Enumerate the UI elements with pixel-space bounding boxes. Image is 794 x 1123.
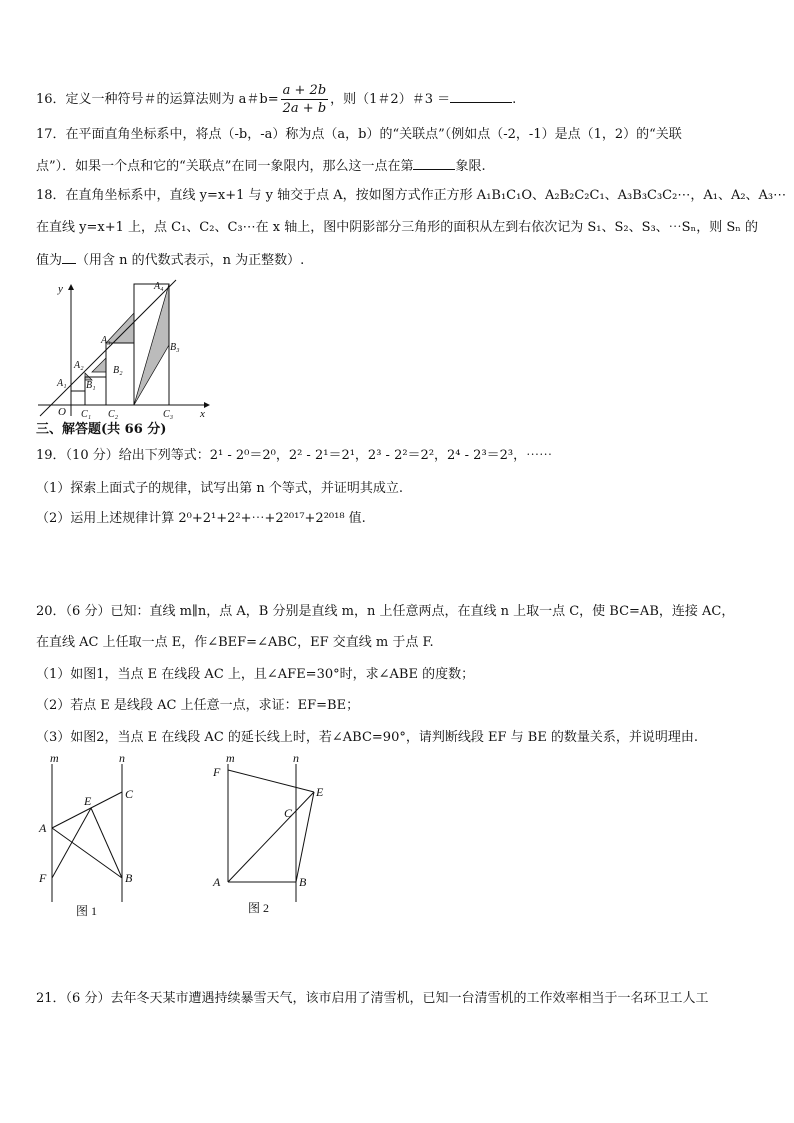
fig2-label-A: A (213, 875, 221, 889)
fig1-label-m: m (50, 751, 59, 765)
label-C2: C₂ (108, 409, 119, 420)
fig2-segment-EB (296, 792, 314, 882)
q16-fraction-numerator: a + 2b (282, 83, 327, 98)
q17-line-1: 17．在平面直角坐标系中，将点（-b，-a）称为点（a，b）的“关联点”（例如点（-2，-1）是点（1，2）的“关联 (36, 127, 682, 142)
q20-line-5: （3）如图2，当点 E 在线段 AC 的延长线上时，若∠ABC=90°，请判断线段 EF 与 BE 的数量关系，并说明理由. (36, 730, 699, 745)
square-1 (71, 391, 85, 405)
fig1-label-B: B (125, 871, 133, 885)
q19-line-2: （1）探索上面式子的规律，试写出第 n 个等式，并证明其成立. (36, 481, 404, 496)
q17-line-2b: 象限. (455, 159, 486, 174)
q20-line-4: （2）若点 E 是线段 AC 上任意一点，求证：EF=BE； (36, 698, 360, 713)
fig2-label-F: F (213, 765, 221, 779)
q20-line-1: 20．（6 分）已知：直线 m∥n，点 A，B 分别是直线 m，n 上任意两点，在直线 n 上取一点 C，使 BC=AB，连接 AC， (36, 604, 735, 619)
q16-answer-blank (450, 90, 512, 103)
q20-figure-2 (208, 752, 338, 922)
fig2-label-m: m (226, 751, 235, 765)
fig2-segment-FE (228, 770, 314, 792)
fig2-label-B: B (299, 875, 307, 889)
shaded-triangle-s2 (92, 358, 106, 372)
fig2-caption: 图 2 (248, 901, 270, 915)
fig2-label-C: C (284, 806, 293, 820)
question-16 (36, 82, 516, 117)
label-y: y (58, 283, 63, 295)
q18-line-3a: 值为 (36, 253, 63, 268)
label-B2: B₂ (113, 365, 123, 376)
fig1-label-C: C (125, 787, 134, 801)
q16-text-2: ，则（1＃2）＃3 ＝ (330, 92, 451, 107)
q21-line-1: 21．（6 分）去年冬天某市遭遇持续暴雪天气，该市启用了清雪机，已知一台清雪机的工作效率相当于一名环卫工人工 (36, 991, 709, 1006)
shaded-triangle-s4 (134, 284, 169, 405)
label-C3: C₃ (163, 409, 174, 420)
q16-fraction-denominator: 2a + b (282, 101, 327, 116)
x-axis-arrow (204, 402, 210, 408)
fig1-label-F: F (39, 871, 47, 885)
y-axis-arrow (68, 284, 74, 290)
q18-figure (36, 278, 216, 418)
q19-line-3: （2）运用上述规律计算 2⁰+2¹+2²+⋯+2²⁰¹⁷+2²⁰¹⁸ 值. (36, 511, 366, 526)
label-O: O (58, 406, 66, 418)
q20-line-3: （1）如图1，当点 E 在线段 AC 上，且∠AFE=30°时，求∠ABE 的度数； (36, 667, 475, 682)
q18-answer-blank (62, 251, 76, 264)
fig2-label-n: n (293, 751, 299, 765)
label-x: x (200, 408, 205, 420)
label-A3: A₃ (101, 335, 111, 346)
label-B1: B₁ (86, 380, 96, 391)
section-3-title: 三、解答题(共 66 分) (36, 422, 167, 437)
q18-line-3 (36, 251, 304, 269)
q16-end: . (512, 92, 517, 107)
q17-line-2a: 点”）．如果一个点和它的“关联点”在同一象限内，那么这一点在第 (36, 159, 414, 174)
label-A4: A₄ (154, 281, 164, 292)
fig1-caption: 图 1 (76, 904, 98, 918)
label-A1: A₁ (57, 378, 67, 389)
fig1-segment-AB (52, 828, 122, 878)
q18-line-1: 18．在直角坐标系中，直线 y=x+1 与 y 轴交于点 A，按如图方式作正方形 A₁B₁C₁O、A₂B₂C₂C₁、A₃B₃C₃C₂⋯，A₁、A₂、A₃⋯ (36, 188, 787, 203)
fig1-label-A: A (39, 821, 47, 835)
fig2-label-E: E (316, 785, 324, 799)
label-B3: B₃ (170, 342, 180, 353)
label-C1: C₁ (81, 409, 92, 420)
q20-figure-1 (36, 752, 156, 922)
q17-line-2 (36, 157, 486, 175)
q16-fraction (281, 82, 329, 117)
q16-text-1: 16．定义一种符号＃的运算法则为 a＃b= (36, 92, 279, 107)
q17-answer-blank (413, 157, 455, 170)
q18-line-3b: （用含 n 的代数式表示，n 为正整数）. (76, 253, 305, 268)
fig2-segment-AE (228, 792, 314, 882)
fig1-label-n: n (119, 751, 125, 765)
q20-line-2: 在直线 AC 上任取一点 E，作∠BEF=∠ABC，EF 交直线 m 于点 F. (36, 635, 434, 650)
fig1-label-E: E (84, 794, 92, 808)
q19-line-1: 19．（10 分）给出下列等式：2¹ - 2⁰＝2⁰，2² - 2¹＝2¹，2³ - 2²＝2²，2⁴ - 2³＝2³，⋯⋯ (36, 448, 553, 463)
label-A2: A₂ (74, 360, 84, 371)
q18-line-2: 在直线 y=x+1 上，点 C₁、C₂、C₃⋯在 x 轴上，图中阴影部分三角形的面积从左到右依次记为 S₁、S₂、S₃、⋯Sₙ，则 Sₙ 的 (36, 220, 759, 235)
